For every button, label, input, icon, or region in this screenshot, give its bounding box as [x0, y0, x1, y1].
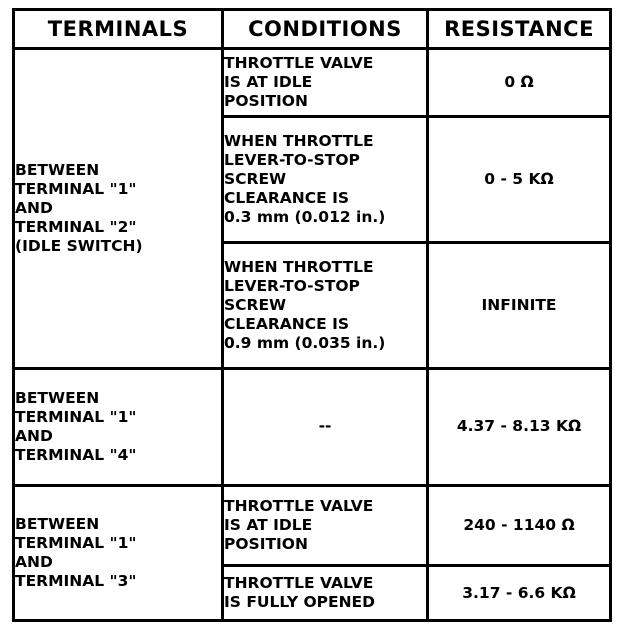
condition-cell: THROTTLE VALVE IS AT IDLE POSITION — [223, 49, 428, 117]
condition-cell: WHEN THROTTLE LEVER-TO-STOP SCREW CLEARANCE IS 0.3 mm (0.012 in.) — [223, 117, 428, 243]
header-conditions: CONDITIONS — [223, 10, 428, 49]
table-row — [14, 485, 611, 566]
resistance-cell: 3.17 - 6.6 KΩ — [428, 566, 611, 621]
terminals-cell: BETWEEN TERMINAL "1" AND TERMINAL "2" (IDLE SWITCH) — [14, 49, 223, 369]
resistance-cell: 240 - 1140 Ω — [428, 485, 611, 566]
header-terminals: TERMINALS — [14, 10, 223, 49]
condition-cell: THROTTLE VALVE IS FULLY OPENED — [223, 566, 428, 621]
resistance-cell: INFINITE — [428, 243, 611, 369]
condition-cell: -- — [223, 369, 428, 486]
header-resistance: RESISTANCE — [428, 10, 611, 49]
table-row — [14, 49, 611, 117]
resistance-cell: 4.37 - 8.13 KΩ — [428, 369, 611, 486]
terminals-cell: BETWEEN TERMINAL "1" AND TERMINAL "4" — [14, 369, 223, 486]
terminals-cell: BETWEEN TERMINAL "1" AND TERMINAL "3" — [14, 485, 223, 620]
condition-cell: THROTTLE VALVE IS AT IDLE POSITION — [223, 485, 428, 566]
header-row — [14, 10, 611, 49]
resistance-cell: 0 Ω — [428, 49, 611, 117]
resistance-spec-table — [12, 8, 612, 622]
table-row — [14, 369, 611, 486]
resistance-cell: 0 - 5 KΩ — [428, 117, 611, 243]
condition-cell: WHEN THROTTLE LEVER-TO-STOP SCREW CLEARANCE IS 0.9 mm (0.035 in.) — [223, 243, 428, 369]
